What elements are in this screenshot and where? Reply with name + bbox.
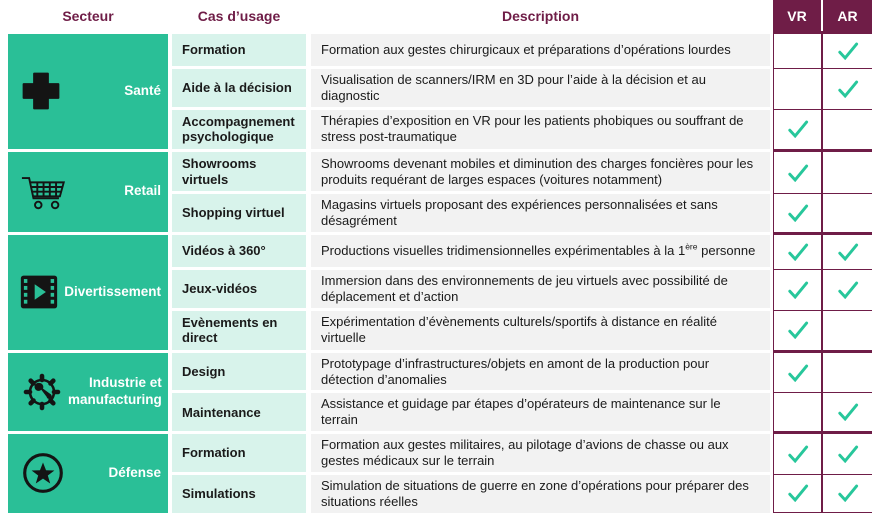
ar-check-cell bbox=[823, 194, 872, 232]
table-row bbox=[172, 311, 872, 350]
vr-check-cell bbox=[773, 270, 823, 311]
sector-label: Retail bbox=[124, 183, 161, 199]
check-icon bbox=[837, 42, 859, 60]
shopping-cart-icon bbox=[20, 170, 70, 214]
sector-cell-retail bbox=[8, 152, 168, 232]
vr-check-cell bbox=[773, 434, 823, 475]
table-row bbox=[172, 270, 872, 311]
check-icon bbox=[787, 204, 809, 222]
header-cas-usage: Cas d’usage bbox=[197, 7, 281, 24]
group-separator bbox=[8, 232, 872, 235]
vr-check-cell bbox=[773, 353, 823, 394]
use-case-cell: Vidéos à 360° bbox=[172, 235, 306, 267]
check-icon bbox=[837, 445, 859, 463]
check-icon bbox=[787, 243, 809, 261]
check-icon bbox=[787, 445, 809, 463]
use-case-cell: Aide à la décision bbox=[172, 69, 306, 107]
description-cell: Formation aux gestes chirurgicaux et préparations d’opérations lourdes bbox=[311, 34, 770, 66]
ar-check-cell bbox=[823, 235, 872, 270]
check-icon bbox=[787, 164, 809, 182]
table-row bbox=[172, 69, 872, 110]
description-cell: Visualisation de scanners/IRM en 3D pour l’aide à la décision et au diagnostic bbox=[311, 69, 770, 107]
table-row bbox=[172, 110, 872, 149]
table-row bbox=[172, 353, 872, 394]
sector-group-defense bbox=[8, 434, 872, 512]
use-case-cell: Formation bbox=[172, 434, 306, 472]
check-icon bbox=[787, 364, 809, 382]
ar-check-cell bbox=[823, 34, 872, 69]
group-separator bbox=[8, 350, 872, 353]
description-cell: Formation aux gestes militaires, au pilotage d’avions de chasse ou aux gestes médicaux sur le terrain bbox=[311, 434, 770, 472]
table-row bbox=[172, 235, 872, 270]
sector-cell-sante bbox=[8, 34, 168, 149]
vr-check-cell bbox=[773, 475, 823, 513]
ordinal-superscript: ère bbox=[685, 241, 698, 252]
ar-check-cell bbox=[823, 434, 872, 475]
sector-label: Industrie et manufacturing bbox=[68, 375, 162, 407]
group-separator bbox=[8, 431, 872, 434]
vr-check-cell bbox=[773, 69, 823, 110]
sector-cell-defense bbox=[8, 434, 168, 512]
ar-check-cell bbox=[823, 270, 872, 311]
vr-check-cell bbox=[773, 110, 823, 149]
check-icon bbox=[837, 484, 859, 502]
check-icon bbox=[787, 321, 809, 339]
table-row bbox=[172, 152, 872, 194]
sector-group-divertissement bbox=[8, 235, 872, 350]
group-separator bbox=[8, 31, 872, 34]
header-vr: VR bbox=[773, 0, 821, 31]
health-cross-icon bbox=[20, 70, 62, 112]
ar-check-cell bbox=[823, 110, 872, 149]
use-case-cell: Simulations bbox=[172, 475, 306, 513]
check-icon bbox=[787, 120, 809, 138]
sector-cell-industrie bbox=[8, 353, 168, 431]
vr-check-cell bbox=[773, 152, 823, 194]
vr-check-cell bbox=[773, 311, 823, 350]
sector-label: Divertissement bbox=[64, 283, 161, 299]
check-icon bbox=[787, 281, 809, 299]
description-cell: Magasins virtuels proposant des expériences personnalisées et sans désagrément bbox=[311, 194, 770, 232]
vr-check-cell bbox=[773, 194, 823, 232]
check-icon bbox=[787, 484, 809, 502]
use-case-cell: Shopping virtuel bbox=[172, 194, 306, 232]
vr-check-cell bbox=[773, 235, 823, 270]
header-secteur: Secteur bbox=[62, 7, 114, 24]
ar-check-cell bbox=[823, 475, 872, 513]
description-cell: Assistance et guidage par étapes d’opérateurs de maintenance sur le terrain bbox=[311, 393, 770, 431]
ar-check-cell bbox=[823, 311, 872, 350]
star-badge-icon bbox=[20, 450, 66, 496]
description-cell: Immersion dans des environnements de jeu virtuels avec possibilité de déplacement et d’action bbox=[311, 270, 770, 308]
group-separator bbox=[8, 149, 872, 152]
sector-group-retail bbox=[8, 152, 872, 232]
header-ar: AR bbox=[823, 0, 872, 31]
description-cell: Thérapies d’exposition en VR pour les patients phobiques ou souffrant de stress post-traumatique bbox=[311, 110, 770, 149]
description-cell: Showrooms devenant mobiles et diminution des charges foncières pour les produits requérant de larges espaces (voitures notamment) bbox=[311, 152, 770, 191]
table-row bbox=[172, 194, 872, 232]
header-description: Description bbox=[501, 7, 579, 24]
ar-check-cell bbox=[823, 353, 872, 394]
check-icon bbox=[837, 243, 859, 261]
check-icon bbox=[837, 281, 859, 299]
use-case-cell: Evènements en direct bbox=[172, 311, 306, 350]
use-case-cell: Showrooms virtuels bbox=[172, 152, 306, 191]
description-cell: Prototypage d’infrastructures/objets en amont de la production pour détection d’anomalies bbox=[311, 353, 770, 391]
description-cell: Expérimentation d’évènements culturels/sportifs à distance en réalité virtuelle bbox=[311, 311, 770, 350]
table-header bbox=[8, 0, 872, 31]
sector-group-sante bbox=[8, 34, 872, 149]
sector-label: Santé bbox=[124, 83, 161, 99]
table-row bbox=[172, 34, 872, 69]
sector-group-industrie bbox=[8, 353, 872, 431]
gear-wrench-icon bbox=[20, 370, 64, 414]
description-cell: Simulation de situations de guerre en zone d’opérations pour préparer des situations réelles bbox=[311, 475, 770, 513]
table-row bbox=[172, 434, 872, 475]
vr-check-cell bbox=[773, 34, 823, 69]
table-row bbox=[172, 393, 872, 431]
use-case-cell: Design bbox=[172, 353, 306, 391]
ar-check-cell bbox=[823, 69, 872, 110]
description-cell: Productions visuelles tridimensionnelles expérimentables à la 1ère personne bbox=[311, 235, 770, 267]
check-icon bbox=[837, 403, 859, 421]
use-case-cell: Accompagnement psychologique bbox=[172, 110, 306, 149]
use-case-cell: Jeux-vidéos bbox=[172, 270, 306, 308]
sector-label: Défense bbox=[108, 464, 161, 480]
ar-check-cell bbox=[823, 393, 872, 431]
use-case-cell: Formation bbox=[172, 34, 306, 66]
vr-check-cell bbox=[773, 393, 823, 431]
table-row bbox=[172, 475, 872, 513]
ar-check-cell bbox=[823, 152, 872, 194]
film-video-icon bbox=[20, 274, 58, 310]
check-icon bbox=[837, 80, 859, 98]
sector-cell-divertissement bbox=[8, 235, 168, 350]
use-case-cell: Maintenance bbox=[172, 393, 306, 431]
